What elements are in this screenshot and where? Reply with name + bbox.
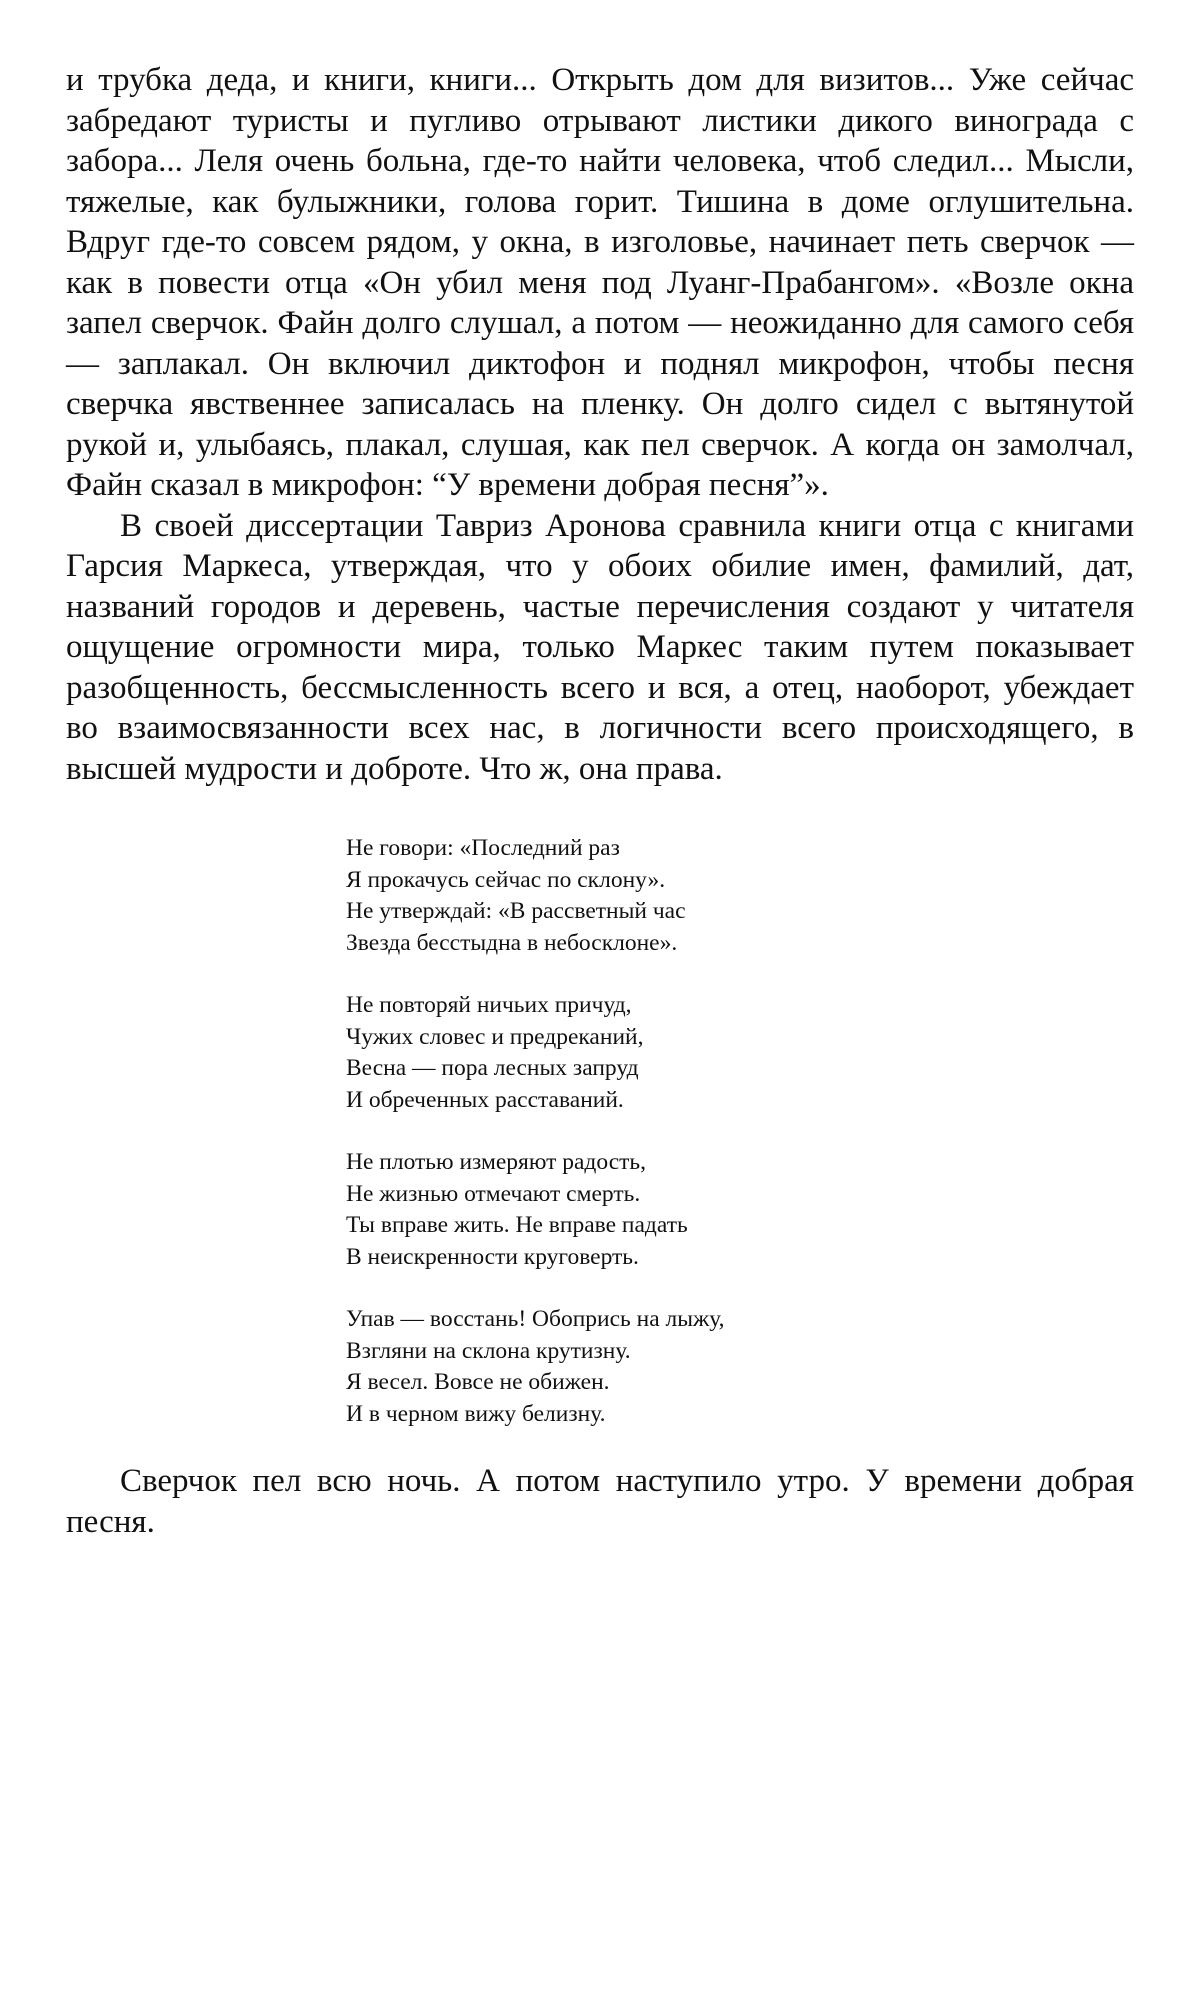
poem-line: Звезда бесстыдна в небосклоне». — [346, 929, 678, 956]
poem-stanza-4 — [346, 1304, 1134, 1430]
poem-line: Не жизнью отмечают смерть. — [346, 1180, 641, 1207]
poem — [346, 833, 1134, 1430]
book-page — [66, 60, 1134, 1542]
poem-line: Не повторяй ничьих причуд, — [346, 992, 632, 1018]
closing-paragraph: Сверчок пел всю ночь. А потом наступило утро. У времени добрая песня. — [66, 1463, 1134, 1540]
poem-line: Я прокачусь сейчас по склону». — [346, 866, 666, 893]
poem-stanza-1 — [346, 833, 1134, 959]
poem-line: В неискренности круговерть. — [346, 1243, 639, 1270]
poem-line: Не плотью измеряют радость, — [346, 1149, 646, 1175]
poem-line: Я весел. Вовсе не обижен. — [346, 1369, 610, 1395]
poem-line: Не говори: «Последний раз — [346, 835, 620, 861]
closing-block — [66, 1461, 1134, 1542]
poem-line: Не утверждай: «В рассветный час — [346, 898, 686, 924]
paragraph-1: и трубка деда, и книги, книги... Открыть дом для визитов... Уже сейчас забредают туристы и пугливо отрывают листики дикого винограда с забора... Леля очень больна, где-то найти человека, чтоб следил... Мысли, тяжелые, как булыжники, голова горит. Тишина в доме оглушительна. Вдруг где-то совсем рядом, у окна, в изголовье, начинает петь сверчок — как в повести отца «Он убил меня под Луанг-Прабангом». «Возле окна запел сверчок. Файн долго слушал, а потом — неожиданно для самого себя — заплакал. Он включил диктофон и поднял микрофон, чтобы песня сверчка явственнее записалась на пленку. Он долго сидел с вытянутой рукой и, улыбаясь, плакал, слушая, как пел сверчок. А когда он замолчал, Файн сказал в микрофон: “У времени добрая песня”». — [66, 62, 1134, 503]
poem-line: Взгляни на склона крутизну. — [346, 1337, 631, 1364]
poem-line: Чужих словес и предреканий, — [346, 1023, 644, 1050]
poem-line: И в черном вижу белизну. — [346, 1400, 606, 1427]
poem-stanza-2 — [346, 990, 1134, 1116]
poem-line: Упав — восстань! Обопрись на лыжу, — [346, 1306, 725, 1332]
poem-line: Весна — пора лесных запруд — [346, 1055, 639, 1081]
poem-line: Ты вправе жить. Не вправе падать — [346, 1212, 688, 1238]
poem-stanza-3 — [346, 1147, 1134, 1273]
prose-block — [66, 60, 1134, 789]
paragraph-2: В своей диссертации Тавриз Аронова сравнила книги отца с книгами Гарсия Маркеса, утверждая, что у обоих обилие имен, фамилий, дат, названий городов и деревень, частые перечисления создают у читателя ощущение огромности мира, только Маркес таким путем показывает разобщенность, бессмысленность всего и вся, а отец, наоборот, убеждает во взаимосвязанности всех нас, в логичности всего происходящего, в высшей мудрости и доброте. Что ж, она права. — [66, 507, 1134, 787]
poem-line: И обреченных расставаний. — [346, 1086, 624, 1113]
